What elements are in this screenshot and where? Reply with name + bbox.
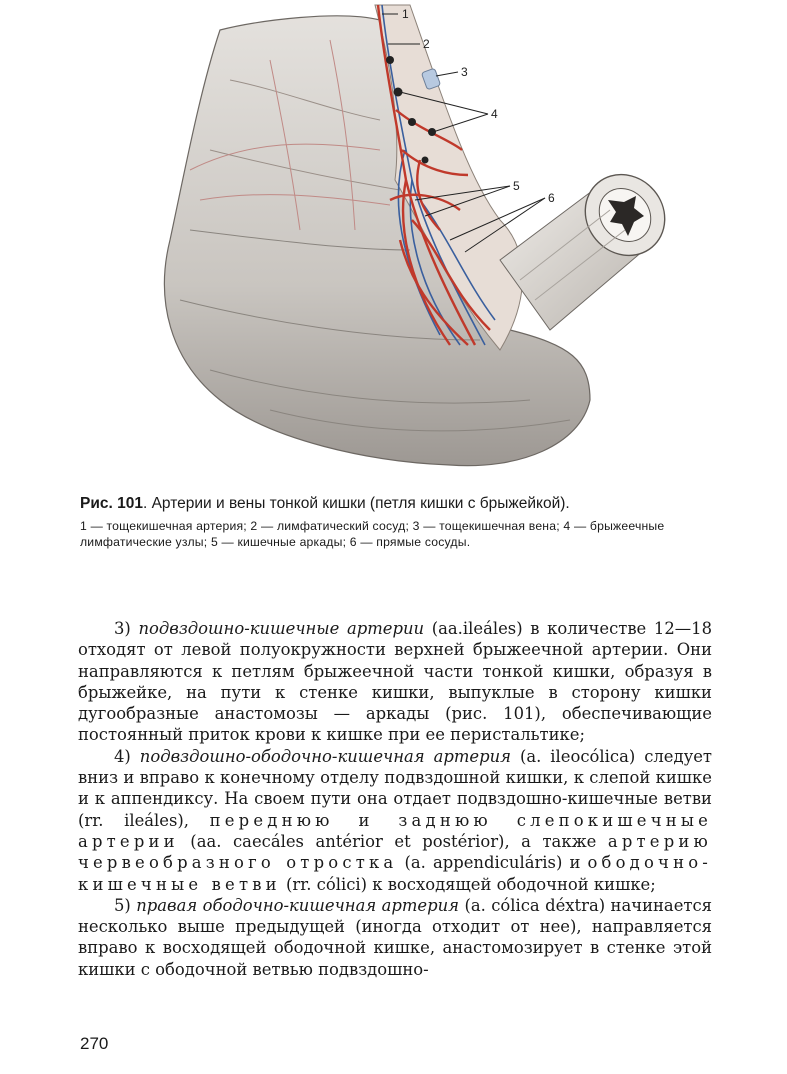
figure-label: Рис. 101 xyxy=(80,495,143,512)
list-number: 5) xyxy=(114,895,137,915)
paragraph-text: (rr. cólici) к восходящей ободочной кишке; xyxy=(280,874,656,894)
paragraph-ileal-arteries xyxy=(78,618,712,746)
anatomy-illustration xyxy=(150,0,670,480)
paragraph-ileocolic-artery xyxy=(78,746,712,895)
paragraph-text: (a. appendiculáris) и xyxy=(397,853,588,873)
callout-4: 4 xyxy=(491,107,498,121)
term-italic: подвздошно-ободочно-кишечная артерия xyxy=(139,746,512,766)
caption-title xyxy=(80,494,720,514)
intestine-cut-end xyxy=(500,158,670,330)
term-spaced: артерию червеобразного отростка xyxy=(78,831,712,873)
callout-1: 1 xyxy=(402,7,409,21)
term-spaced: ободочно-кишечные ветви xyxy=(78,853,712,894)
body-text xyxy=(78,618,712,980)
paragraph-text: (a. cólica déxtra) начинается несколько выше предыдущей (иногда отходит от нее), направляется вправо к восходящей ободочной кишке, анастомозирует в стенке этой кишки с ободочной ветвью подвздошно- xyxy=(78,895,712,979)
caption-legend: 1 — тощекишечная артерия; 2 — лимфатический сосуд; 3 — тощекишечная вена; 4 — брыжеечные лимфатические узлы; 5 — кишечные аркады; 6 — прямые сосуды. xyxy=(80,519,665,549)
paragraph-right-colic-artery xyxy=(78,895,712,980)
callout-3: 3 xyxy=(461,65,468,79)
term-italic: правая ободочно-кишечная артерия xyxy=(136,895,460,915)
paragraph-text: (aa. caecáles antérior et postérior), а также xyxy=(178,831,608,851)
term-italic: подвздошно-кишечные артерии xyxy=(138,619,425,638)
figure-caption xyxy=(80,494,720,550)
paragraph-text: (aa.ileáles) в количестве 12—18 отходят от левой полуокружности верхней брыжеечной артерии. Они направляются к петлям брыжеечной части тонкой кишки, образуя в брыжейке, на пути к стенке кишки, выпуклые в сторону кишки дугообразные анастомозы — аркады (рис. 101), обеспечивающие постоянный приток крови к кишке при ее перистальтике; xyxy=(78,619,712,745)
list-number: 4) xyxy=(114,746,140,766)
list-number: 3) xyxy=(114,619,139,638)
paragraph-text: (a. ileocólica) следует вниз и вправо к конечному отделу подвздошной кишки, к слепой кишке и к аппендиксу. На своем пути она отдает подвздошно-кишечные ветви (rr. ileáles), xyxy=(78,746,712,830)
term-spaced: переднюю и заднюю слепокишечные артерии xyxy=(78,810,713,851)
page-number: 270 xyxy=(80,1034,109,1053)
callout-5: 5 xyxy=(513,179,520,193)
callout-2: 2 xyxy=(423,37,430,51)
small-intestine-loop-drawing xyxy=(150,0,670,480)
caption-title-text: . Артерии и вены тонкой кишки (петля кишки с брыжейкой). xyxy=(142,495,570,512)
callout-6: 6 xyxy=(548,191,555,205)
